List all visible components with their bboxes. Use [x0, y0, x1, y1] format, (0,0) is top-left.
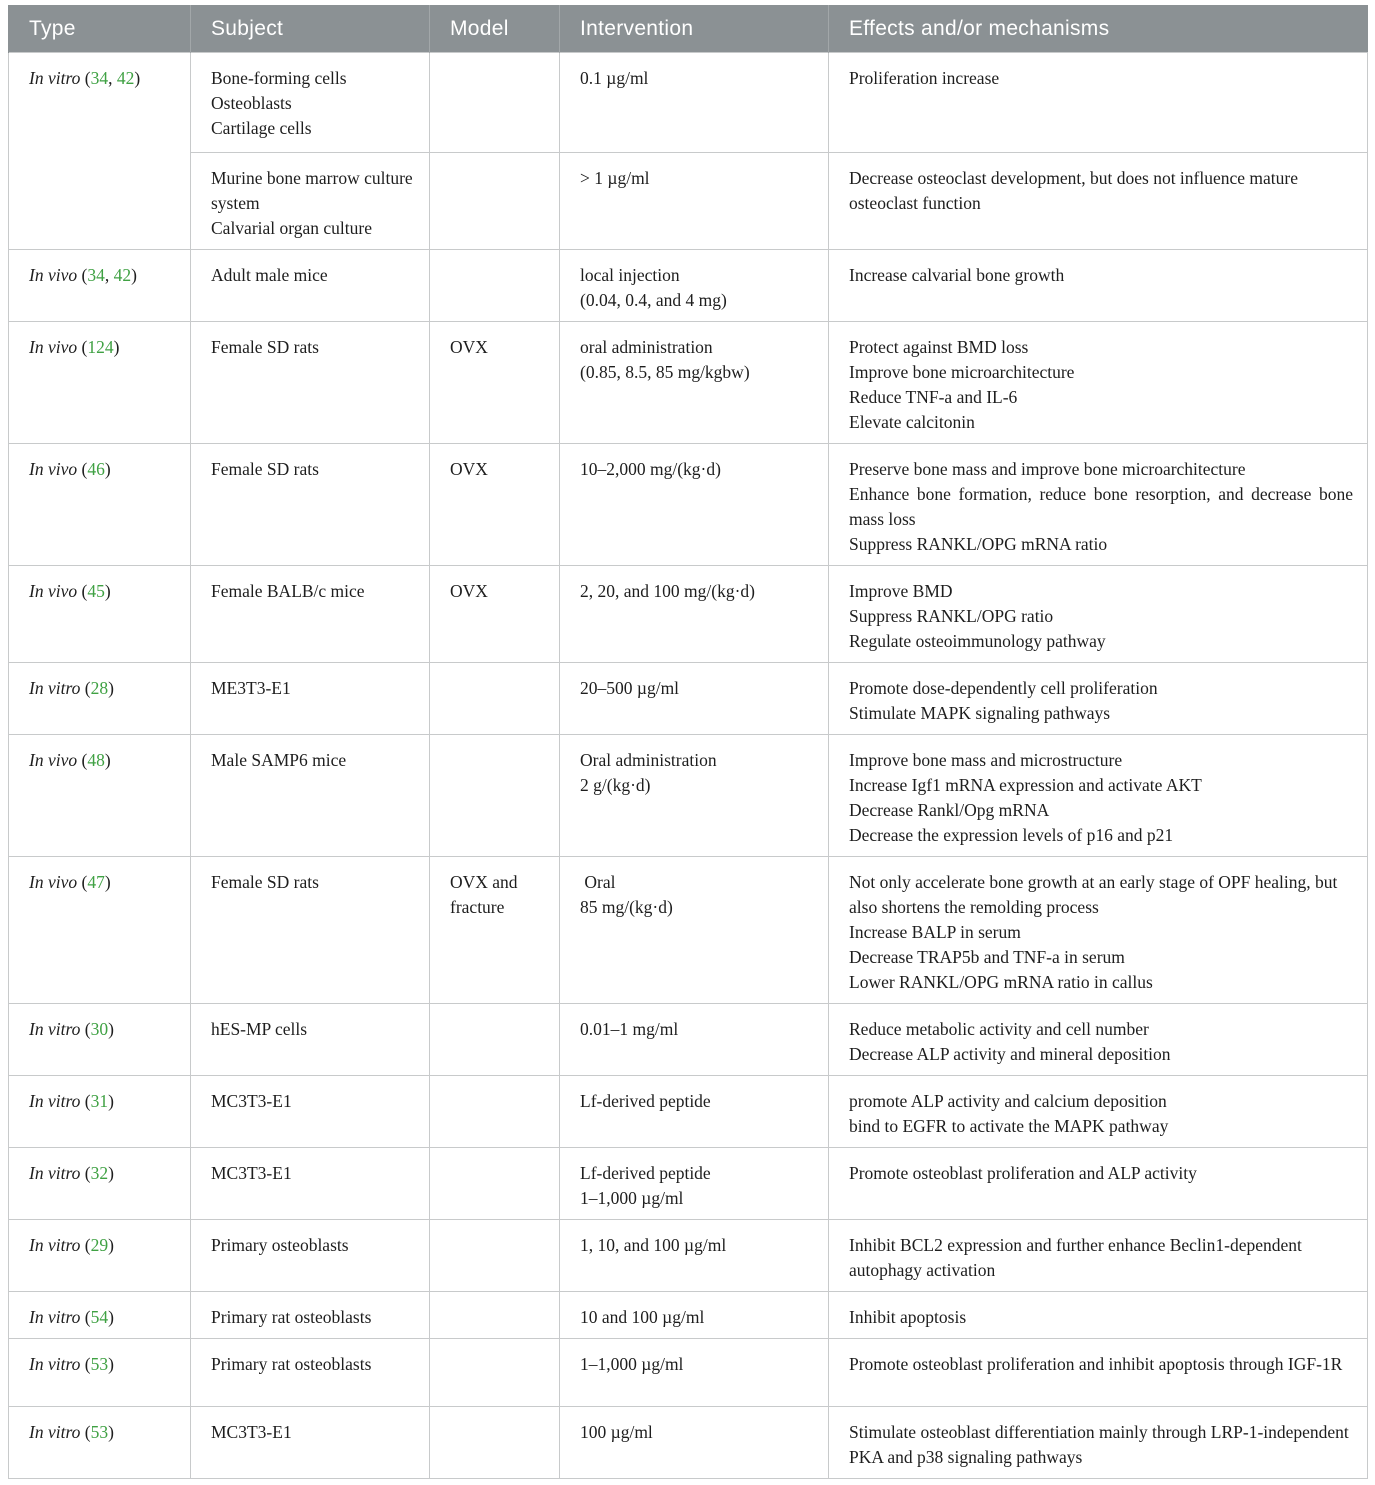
intervention-cell: [560, 53, 829, 153]
table-row: [9, 153, 1368, 250]
intervention-cell-line: local injection: [580, 265, 680, 285]
citation-link[interactable]: 46: [87, 459, 105, 479]
citation-link[interactable]: 34: [90, 68, 109, 88]
study-type-label: In vitro: [29, 1307, 81, 1327]
intervention-cell-line: Lf-derived peptide: [580, 1163, 711, 1183]
type-cell: In vitro (53): [9, 1407, 191, 1479]
subject-cell: [191, 153, 430, 250]
effects-cell-line: Regulate osteoimmunology pathway: [849, 631, 1106, 651]
table-row: [9, 322, 1368, 444]
effects-cell-line: Suppress RANKL/OPG ratio: [849, 606, 1054, 626]
type-cell: In vitro (28): [9, 663, 191, 735]
citation-link[interactable]: 30: [90, 1019, 109, 1039]
table-row: [9, 566, 1368, 663]
effects-cell: [829, 53, 1368, 153]
citation-link[interactable]: 31: [90, 1091, 109, 1111]
effects-cell: [829, 735, 1368, 857]
subject-cell-line: Female SD rats: [211, 337, 319, 357]
model-cell: [430, 53, 560, 153]
study-type-label: In vitro: [29, 1091, 81, 1111]
effects-cell-line: Decrease Rankl/Opg mRNA: [849, 800, 1050, 820]
study-type-label: In vitro: [29, 1163, 81, 1183]
model-cell: [430, 250, 560, 322]
effects-cell-line: Increase Igf1 mRNA expression and activate AKT: [849, 775, 1202, 795]
intervention-cell: [560, 663, 829, 735]
effects-cell-line: Decrease osteoclast development, but does not influence mature osteoclast function: [849, 168, 1303, 213]
column-header-effects: Effects and/or mechanisms: [829, 5, 1368, 53]
subject-cell: [191, 1076, 430, 1148]
intervention-cell-line: 0.1 µg/ml: [580, 68, 649, 88]
intervention-cell-line: (0.85, 8.5, 85 mg/kgbw): [580, 362, 750, 382]
effects-cell-line: Improve bone mass and microstructure: [849, 750, 1123, 770]
intervention-cell-line: 1, 10, and 100 µg/ml: [580, 1235, 727, 1255]
model-cell: [430, 1292, 560, 1339]
subject-cell-line: Primary rat osteoblasts: [211, 1307, 372, 1327]
subject-cell-line: MC3T3-E1: [211, 1422, 292, 1442]
model-cell: [430, 735, 560, 857]
effects-cell: [829, 663, 1368, 735]
effects-cell-line: Improve BMD: [849, 581, 953, 601]
subject-cell: [191, 1004, 430, 1076]
citation-link[interactable]: 34: [87, 265, 105, 285]
study-type-label: In vivo: [29, 459, 78, 479]
effects-cell-line: Protect against BMD loss: [849, 337, 1029, 357]
citation-link[interactable]: 28: [90, 678, 109, 698]
effects-cell: [829, 153, 1368, 250]
type-cell: In vivo (48): [9, 735, 191, 857]
subject-cell-line: Bone-forming cells: [211, 68, 347, 88]
citation-link[interactable]: 53: [90, 1422, 109, 1442]
study-type-label: In vivo: [29, 581, 78, 601]
citation-link[interactable]: 54: [90, 1307, 109, 1327]
effects-cell-line: Promote osteoblast proliferation and inhibit apoptosis through IGF-1R: [849, 1354, 1343, 1374]
type-cell: In vivo (46): [9, 444, 191, 566]
effects-cell: [829, 1220, 1368, 1292]
effects-cell: [829, 566, 1368, 663]
effects-cell-line: Proliferation increase: [849, 68, 1000, 88]
type-cell: In vivo (34, 42): [9, 250, 191, 322]
type-cell: In vivo (47): [9, 857, 191, 1004]
citation-link[interactable]: 42: [116, 68, 135, 88]
column-header-model: Model: [430, 5, 560, 53]
intervention-cell-line: 10–2,000 mg/(kg·d): [580, 459, 721, 479]
subject-cell: [191, 663, 430, 735]
table-row: [9, 1407, 1368, 1479]
intervention-cell-line: 0.01–1 mg/ml: [580, 1019, 679, 1039]
intervention-cell-line: 20–500 µg/ml: [580, 678, 680, 698]
intervention-cell: [560, 1339, 829, 1407]
table-row: [9, 1148, 1368, 1220]
study-type-label: In vivo: [29, 872, 78, 892]
subject-cell-line: Female SD rats: [211, 872, 319, 892]
table-row: [9, 1076, 1368, 1148]
effects-cell-line: Inhibit apoptosis: [849, 1307, 967, 1327]
effects-cell-line: Lower RANKL/OPG mRNA ratio in callus: [849, 972, 1153, 992]
study-type-label: In vitro: [29, 1019, 81, 1039]
effects-cell-line: Reduce TNF-a and IL-6: [849, 387, 1018, 407]
type-cell: In vivo (45): [9, 566, 191, 663]
intervention-cell: [560, 735, 829, 857]
subject-cell: [191, 566, 430, 663]
intervention-cell: [560, 1220, 829, 1292]
citation-link[interactable]: 42: [113, 265, 132, 285]
model-cell: [430, 1339, 560, 1407]
header-row: [9, 5, 1368, 53]
intervention-cell: [560, 1004, 829, 1076]
effects-cell: [829, 1076, 1368, 1148]
effects-cell: [829, 444, 1368, 566]
intervention-cell: [560, 1407, 829, 1479]
subject-cell: [191, 1339, 430, 1407]
intervention-cell-line: 85 mg/(kg·d): [580, 897, 673, 917]
model-cell-line: OVX: [450, 581, 488, 601]
intervention-cell-line: 1–1,000 µg/ml: [580, 1354, 684, 1374]
intervention-cell: [560, 153, 829, 250]
model-cell: [430, 1004, 560, 1076]
subject-cell: [191, 322, 430, 444]
subject-cell: [191, 857, 430, 1004]
table-row: [9, 250, 1368, 322]
effects-cell-line: Enhance bone formation, reduce bone resorption, and decrease bone mass loss: [849, 484, 1358, 529]
subject-cell-line: MC3T3-E1: [211, 1163, 292, 1183]
effects-cell-line: Elevate calcitonin: [849, 412, 975, 432]
model-cell: [430, 444, 560, 566]
table-body: [9, 53, 1368, 1479]
study-type-label: In vitro: [29, 68, 81, 88]
study-type-label: In vitro: [29, 1235, 81, 1255]
intervention-cell-line: (0.04, 0.4, and 4 mg): [580, 290, 727, 310]
subject-cell-line: Female BALB/c mice: [211, 581, 365, 601]
effects-cell: [829, 1292, 1368, 1339]
model-cell: [430, 857, 560, 1004]
subject-cell-line: Primary rat osteoblasts: [211, 1354, 372, 1374]
subject-cell: [191, 1292, 430, 1339]
model-cell-line: OVX and fracture: [450, 872, 522, 917]
subject-cell-line: Osteoblasts: [211, 93, 292, 113]
effects-cell-line: Preserve bone mass and improve bone microarchitecture: [849, 459, 1246, 479]
intervention-cell-line: 100 µg/ml: [580, 1422, 653, 1442]
intervention-cell: [560, 1148, 829, 1220]
effects-cell: [829, 250, 1368, 322]
effects-cell: [829, 1339, 1368, 1407]
model-cell: [430, 1148, 560, 1220]
study-type-label: In vitro: [29, 678, 81, 698]
type-cell: In vitro (32): [9, 1148, 191, 1220]
subject-cell-line: Adult male mice: [211, 265, 328, 285]
study-table: [8, 5, 1368, 1479]
subject-cell: [191, 1407, 430, 1479]
type-cell: In vitro (34, 42): [9, 53, 191, 250]
subject-cell-line: Female SD rats: [211, 459, 319, 479]
subject-cell-line: ME3T3-E1: [211, 678, 291, 698]
study-type-label: In vitro: [29, 1422, 81, 1442]
type-cell: In vitro (29): [9, 1220, 191, 1292]
effects-cell-line: Increase calvarial bone growth: [849, 265, 1065, 285]
subject-cell-line: Male SAMP6 mice: [211, 750, 347, 770]
effects-cell-line: Not only accelerate bone growth at an early stage of OPF healing, but also shortens the remolding process: [849, 872, 1342, 917]
subject-cell-line: Calvarial organ culture: [211, 218, 373, 238]
subject-cell: [191, 444, 430, 566]
intervention-cell-line: 2 g/(kg·d): [580, 775, 651, 795]
intervention-cell-line: Oral administration: [580, 750, 717, 770]
intervention-cell: [560, 566, 829, 663]
effects-cell: [829, 857, 1368, 1004]
citation-link[interactable]: 53: [90, 1354, 109, 1374]
study-type-label: In vivo: [29, 750, 78, 770]
table-row: [9, 1292, 1368, 1339]
type-cell: In vitro (31): [9, 1076, 191, 1148]
intervention-cell-line: 10 and 100 µg/ml: [580, 1307, 705, 1327]
type-cell: In vitro (54): [9, 1292, 191, 1339]
effects-cell-line: Increase BALP in serum: [849, 922, 1021, 942]
intervention-cell-line: oral administration: [580, 337, 713, 357]
effects-cell-line: bind to EGFR to activate the MAPK pathway: [849, 1116, 1169, 1136]
intervention-cell: [560, 322, 829, 444]
subject-cell-line: Murine bone marrow culture system: [211, 168, 418, 213]
subject-cell: [191, 250, 430, 322]
intervention-cell-line: > 1 µg/ml: [580, 168, 650, 188]
effects-cell: [829, 322, 1368, 444]
subject-cell: [191, 53, 430, 153]
effects-cell-line: Inhibit BCL2 expression and further enhance Beclin1-dependent autophagy activation: [849, 1235, 1307, 1280]
study-type-label: In vivo: [29, 337, 78, 357]
subject-cell-line: Cartilage cells: [211, 118, 312, 138]
study-type-label: In vivo: [29, 265, 78, 285]
table-row: [9, 857, 1368, 1004]
type-cell: In vitro (30): [9, 1004, 191, 1076]
table-row: [9, 663, 1368, 735]
effects-cell-line: Stimulate osteoblast differentiation mainly through LRP-1-independent PKA and p38 signaling pathways: [849, 1422, 1354, 1467]
table-row: [9, 1220, 1368, 1292]
model-cell: [430, 153, 560, 250]
effects-cell-line: Reduce metabolic activity and cell number: [849, 1019, 1149, 1039]
effects-cell-line: Decrease ALP activity and mineral deposition: [849, 1044, 1171, 1064]
intervention-cell-line: Oral: [580, 872, 616, 892]
effects-cell-line: Promote osteoblast proliferation and ALP activity: [849, 1163, 1197, 1183]
intervention-cell: [560, 1292, 829, 1339]
type-cell: In vivo (124): [9, 322, 191, 444]
citation-link[interactable]: 124: [87, 337, 114, 357]
type-cell: In vitro (53): [9, 1339, 191, 1407]
citation-link[interactable]: 32: [90, 1163, 109, 1183]
subject-cell: [191, 1148, 430, 1220]
subject-cell: [191, 735, 430, 857]
model-cell: [430, 663, 560, 735]
model-cell: [430, 1407, 560, 1479]
model-cell: [430, 566, 560, 663]
model-cell: [430, 322, 560, 444]
citation-link[interactable]: 45: [87, 581, 105, 601]
effects-cell-line: promote ALP activity and calcium deposition: [849, 1091, 1167, 1111]
study-type-label: In vitro: [29, 1354, 81, 1374]
effects-cell: [829, 1004, 1368, 1076]
subject-cell-line: MC3T3-E1: [211, 1091, 292, 1111]
subject-cell: [191, 1220, 430, 1292]
effects-cell-line: Improve bone microarchitecture: [849, 362, 1075, 382]
intervention-cell: [560, 857, 829, 1004]
column-header-type: Type: [9, 5, 191, 53]
table-row: [9, 53, 1368, 153]
effects-cell-line: Decrease the expression levels of p16 and p21: [849, 825, 1174, 845]
model-cell: [430, 1076, 560, 1148]
citation-link[interactable]: 47: [87, 872, 105, 892]
effects-cell: [829, 1148, 1368, 1220]
subject-cell-line: hES-MP cells: [211, 1019, 308, 1039]
effects-cell-line: Promote dose-dependently cell proliferation: [849, 678, 1158, 698]
table-header: [9, 5, 1368, 53]
model-cell-line: OVX: [450, 459, 488, 479]
effects-cell-line: Suppress RANKL/OPG mRNA ratio: [849, 534, 1108, 554]
citation-link[interactable]: 48: [87, 750, 105, 770]
table-row: [9, 1339, 1368, 1407]
table-row: [9, 1004, 1368, 1076]
intervention-cell: [560, 250, 829, 322]
effects-cell-line: Decrease TRAP5b and TNF-a in serum: [849, 947, 1125, 967]
intervention-cell-line: 2, 20, and 100 mg/(kg·d): [580, 581, 755, 601]
intervention-cell-line: 1–1,000 µg/ml: [580, 1188, 684, 1208]
intervention-cell: [560, 444, 829, 566]
intervention-cell-line: Lf-derived peptide: [580, 1091, 711, 1111]
column-header-intervention: Intervention: [560, 5, 829, 53]
intervention-cell: [560, 1076, 829, 1148]
table-row: [9, 444, 1368, 566]
model-cell-line: OVX: [450, 337, 488, 357]
effects-cell-line: Stimulate MAPK signaling pathways: [849, 703, 1111, 723]
citation-link[interactable]: 29: [90, 1235, 109, 1255]
effects-cell: [829, 1407, 1368, 1479]
column-header-subject: Subject: [191, 5, 430, 53]
model-cell: [430, 1220, 560, 1292]
subject-cell-line: Primary osteoblasts: [211, 1235, 349, 1255]
table-row: [9, 735, 1368, 857]
